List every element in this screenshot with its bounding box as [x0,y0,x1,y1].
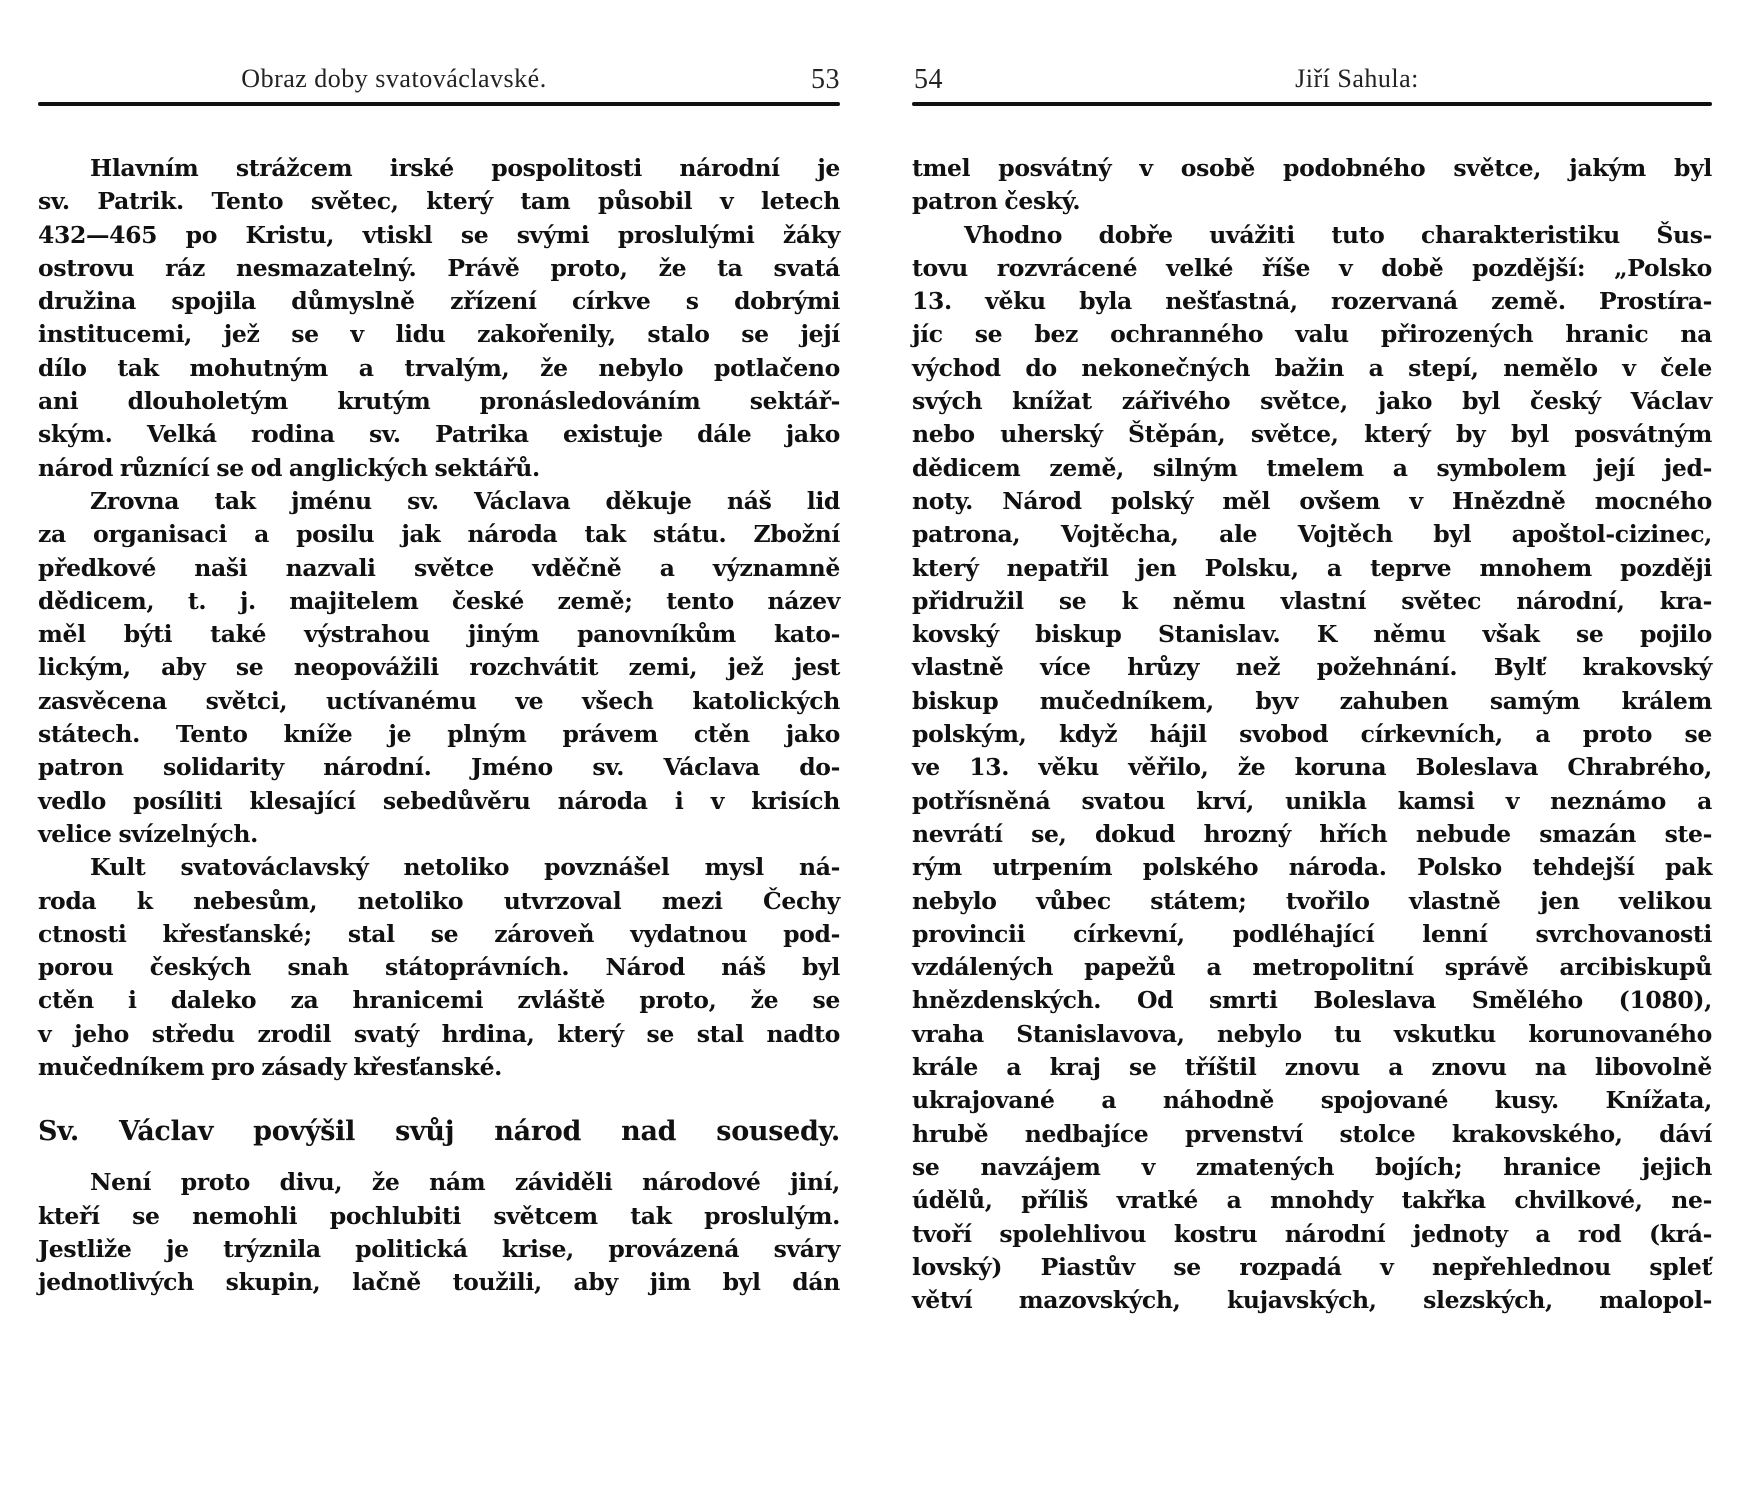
section-heading: Sv. Václav povýšil svůj národ nad sousedy. [38,1116,840,1148]
text-line: ostrovu ráz nesmazatelný. Právě proto, že ta svatá [38,253,840,282]
text-line: zasvěcena světci, uctívanému ve všech katolických [38,686,840,715]
text-line: institucemi, jež se v lidu zakořenily, stalo se její [38,320,840,349]
text-line: za organisaci a posilu jak národa tak státu. Zbožní [38,520,840,549]
text-line: jednotlivých skupin, lačně toužili, aby jim byl dán [38,1268,840,1297]
text-line: národ různící se od anglických sektářů. [38,453,540,482]
text-line: se navzájem v zmatených bojích; hranice jejich [912,1152,1712,1181]
text-line: nevrátí se, dokud hrozný hřích nebude smazán ste- [912,819,1712,848]
text-line: sv. Patrik. Tento světec, který tam působil v letech [38,187,840,216]
page-number: 54 [914,64,943,95]
text-line: patron český. [912,187,1081,216]
left-body-text [38,152,840,1300]
text-line: velice svízelných. [38,819,258,848]
text-line: Zrovna tak jménu sv. Václava děkuje náš lid [90,486,840,515]
text-line: údělů, příliš vratké a mnohdy takřka chvilkové, ne- [912,1186,1712,1215]
text-line: jíc se bez ochranného valu přirozených hranic na [912,320,1712,349]
running-head-title: Jiří Sahula: [1295,64,1419,93]
right-body-text [912,152,1712,1317]
text-line: krále a kraj se tříštil znovu a znovu na libovolně [912,1053,1712,1082]
text-line: polským, když hájil svobod církevních, a proto se [912,720,1712,749]
text-line: potřísněná svatou krví, unikla kamsi v neznámo a [912,786,1712,815]
text-line: 432—465 po Kristu, vtiskl se svými proslulými žáky [38,220,840,249]
running-head-title: Obraz doby svatováclavské. [241,64,547,93]
text-line: tovu rozvrácené velké říše v době pozdější: „Polsko [912,253,1712,282]
text-line: hrubě nedbajíce prvenství stolce krakovského, dáví [912,1119,1712,1148]
text-line: Kult svatováclavský netoliko povznášel mysl ná- [90,853,840,882]
text-line: předkové naši nazvali světce vděčně a významně [38,553,840,582]
text-line: porou českých snah státoprávních. Národ náš byl [38,953,840,982]
text-line: východ do nekonečných bažin a stepí, nemělo v čele [912,353,1712,382]
text-line: Jestliže je trýznila politická krise, provázená sváry [38,1234,840,1263]
text-line: tvoří spolehlivou kostru národní jednoty a rod (krá- [912,1219,1712,1248]
text-line: tmel posvátný v osobě podobného světce, jakým byl [912,154,1712,182]
text-line: ctnosti křesťanské; stal se zároveň vydatnou pod- [38,919,840,948]
text-line: kteří se nemohli pochlubiti světcem tak proslulým. [38,1201,840,1230]
text-line: vzdálených papežů a metropolitní správě arcibiskupů [912,953,1712,982]
text-line: hnězdenských. Od smrti Boleslava Smělého (1080), [912,986,1712,1015]
text-line: nebylo vůbec státem; tvořilo vlastně jen velikou [912,886,1712,915]
text-line: měl býti také výstrahou jiným panovníkům kato- [38,620,840,649]
header-rule [912,102,1712,106]
text-line: lovský) Piastův se rozpadá v nepřehlednou spleť [912,1252,1712,1281]
text-line: roda k nebesům, netoliko utvrzoval mezi Čechy [38,886,840,915]
header-rule [38,102,840,106]
text-line: přidružil se k němu vlastní světec národní, kra- [912,586,1712,615]
text-line: lickým, aby se neopovážili rozchvátit zemi, jež jest [38,653,840,682]
text-line: ve 13. věku věřilo, že koruna Boleslava Chrabrého, [912,753,1712,782]
text-line: 13. věku byla nešťastná, rozervaná země. Prostíra- [912,287,1712,316]
text-line: Hlavním strážcem irské pospolitosti národní je [90,154,840,182]
text-line: kovský biskup Stanislav. K němu však se pojilo [912,620,1712,649]
text-line: mučedníkem pro zásady křesťanské. [38,1053,503,1082]
text-line: patron solidarity národní. Jméno sv. Václava do- [38,753,840,782]
running-head-left [38,64,840,104]
text-line: v jeho středu zrodil svatý hrdina, který se stal nadto [38,1019,840,1048]
text-line: rým utrpením polského národa. Polsko tehdejší pak [912,853,1712,882]
text-line: noty. Národ polský měl ovšem v Hnězdně mocného [912,486,1712,515]
text-line: Není proto divu, že nám záviděli národové jiní, [90,1168,840,1197]
page-number: 53 [811,64,840,95]
text-line: družina spojila důmyslně zřízení církve s dobrými [38,287,840,316]
running-head-right [912,64,1712,104]
text-line: vraha Stanislavova, nebylo tu vskutku korunovaného [912,1019,1712,1048]
text-line: ským. Velká rodina sv. Patrika existuje dále jako [38,420,840,449]
text-line: Vhodno dobře uvážiti tuto charakteristiku Šus- [964,220,1712,249]
text-line: ukrajované a náhodně spojované kusy. Knížata, [912,1086,1712,1115]
text-line: biskup mučedníkem, byv zahuben samým králem [912,686,1712,715]
text-line: státech. Tento kníže je plným právem ctěn jako [38,720,840,749]
text-line: dílo tak mohutným a trvalým, že nebylo potlačeno [38,353,840,382]
text-line: ani dlouholetým krutým pronásledováním sektář- [38,387,840,416]
text-line: vlastně více hrůzy než požehnání. Bylť krakovský [912,653,1712,682]
text-line: který nepatřil jen Polsku, a teprve mnohem později [912,553,1712,582]
text-line: dědicem, t. j. majitelem české země; tento název [38,586,840,615]
text-line: nebo uherský Štěpán, světce, který by byl posvátným [912,420,1712,449]
text-line: svých knížat zářivého světce, jako byl český Václav [912,387,1712,416]
text-line: provincii církevní, podléhající lenní svrchovanosti [912,919,1712,948]
text-line: dědicem země, silným tmelem a symbolem její jed- [912,453,1712,482]
text-line: vedlo posíliti klesající sebedůvěru národa i v krisích [38,786,840,815]
text-line: ctěn i daleko za hranicemi zvláště proto, že se [38,986,840,1015]
text-line: větví mazovských, kujavských, slezských, malopol- [912,1286,1712,1315]
text-line: patrona, Vojtěcha, ale Vojtěch byl apoštol-cizinec, [912,520,1712,549]
